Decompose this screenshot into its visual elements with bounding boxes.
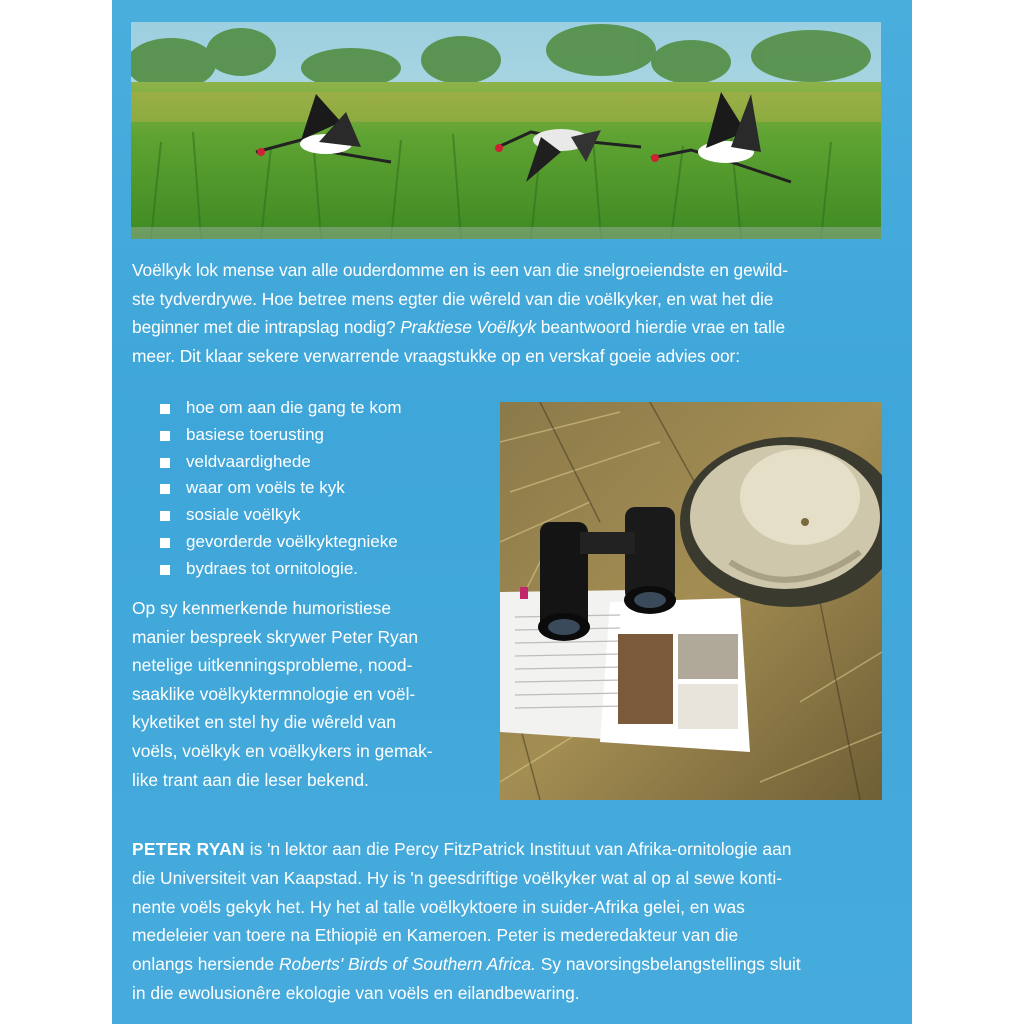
intro-line: meer. Dit klaar sekere verwarrende vraagstukke op en verskaf goeie advies oor: bbox=[132, 345, 740, 366]
author-line: nente voëls gekyk het. Hy het al talle voëlkyktoere in suider-Afrika gelei, en was bbox=[132, 896, 745, 917]
list-item-label: bydraes tot ornitologie. bbox=[186, 558, 358, 578]
list-item bbox=[160, 395, 401, 422]
list-item-label: hoe om aan die gang te kom bbox=[186, 398, 402, 417]
author-line-text: Sy navorsingsbelangstellings sluit bbox=[540, 954, 801, 975]
binoculars-photo-illustration bbox=[500, 402, 882, 800]
cranes-photo-illustration bbox=[131, 22, 881, 239]
square-bullet-icon bbox=[160, 511, 170, 521]
field-guide-book bbox=[500, 587, 750, 752]
book-back-cover bbox=[112, 0, 912, 1024]
list-item bbox=[160, 502, 401, 529]
square-bullet-icon bbox=[160, 565, 170, 575]
author-line-text: is 'n lektor aan die Percy FitzPatrick Instituut van Afrika-ornitologie aan bbox=[249, 839, 792, 859]
list-item bbox=[160, 529, 401, 556]
topics-list bbox=[160, 395, 401, 583]
description-line: manier bespreek skrywer Peter Ryan bbox=[132, 626, 419, 647]
intro-line-text: beginner met die intrapslag nodig? bbox=[132, 317, 396, 338]
description-line: saaklike voëlkyktermnologie en voël- bbox=[132, 683, 416, 704]
referenced-book-title: Roberts' Birds of Southern Africa. bbox=[278, 954, 536, 975]
list-item-label: sosiale voëlkyk bbox=[186, 505, 301, 525]
list-item bbox=[160, 556, 401, 583]
book-title: Praktiese Voëlkyk bbox=[400, 317, 537, 338]
description-line: netelige uitkenningsprobleme, nood- bbox=[132, 655, 413, 676]
square-bullet-icon bbox=[160, 538, 170, 548]
author-line bbox=[132, 835, 884, 864]
list-item-label: basiese toerusting bbox=[186, 424, 324, 444]
description-line: voëls, voëlkyk en voëlkykers in gemak- bbox=[132, 740, 433, 761]
description-paragraph bbox=[132, 594, 482, 794]
description-line: Op sy kenmerkende humoristiese bbox=[132, 598, 392, 618]
list-item bbox=[160, 422, 401, 449]
list-item-label: veldvaardighede bbox=[186, 451, 311, 471]
intro-paragraph bbox=[132, 256, 882, 370]
author-name: PETER RYAN bbox=[132, 839, 245, 859]
square-bullet-icon bbox=[160, 431, 170, 441]
list-item-label: waar om voëls te kyk bbox=[186, 478, 345, 498]
list-item bbox=[160, 449, 401, 476]
author-line-text: onlangs hersiende bbox=[132, 954, 275, 975]
intro-line: ste tydverdrywe. Hoe betree mens egter die wêreld van die voëlkyker, en wat het die bbox=[132, 288, 774, 309]
description-line: like trant aan die leser bekend. bbox=[132, 769, 369, 790]
author-line: die Universiteit van Kaapstad. Hy is 'n geesdriftige voëlkyker wat al op al sewe konti- bbox=[132, 867, 782, 888]
square-bullet-icon bbox=[160, 458, 170, 468]
author-line bbox=[132, 950, 884, 979]
cranes-photo bbox=[131, 22, 881, 239]
square-bullet-icon bbox=[160, 484, 170, 494]
author-bio bbox=[132, 835, 884, 1008]
binoculars-photo bbox=[500, 402, 882, 800]
intro-line bbox=[132, 313, 882, 342]
author-line: in die ewolusionêre ekologie van voëls en eilandbewaring. bbox=[132, 982, 580, 1003]
list-item bbox=[160, 475, 401, 502]
square-bullet-icon bbox=[160, 404, 170, 414]
intro-line-text: beantwoord hierdie vrae en talle bbox=[540, 317, 786, 338]
list-item-label: gevorderde voëlkyktegnieke bbox=[186, 531, 398, 551]
author-line: medeleier van toere na Ethiopië en Kameroen. Peter is mederedakteur van die bbox=[132, 925, 739, 946]
intro-line: Voëlkyk lok mense van alle ouderdomme en is een van die snelgroeiendste en gewild- bbox=[132, 260, 788, 280]
description-line: kyketiket en stel hy die wêreld van bbox=[132, 712, 396, 733]
